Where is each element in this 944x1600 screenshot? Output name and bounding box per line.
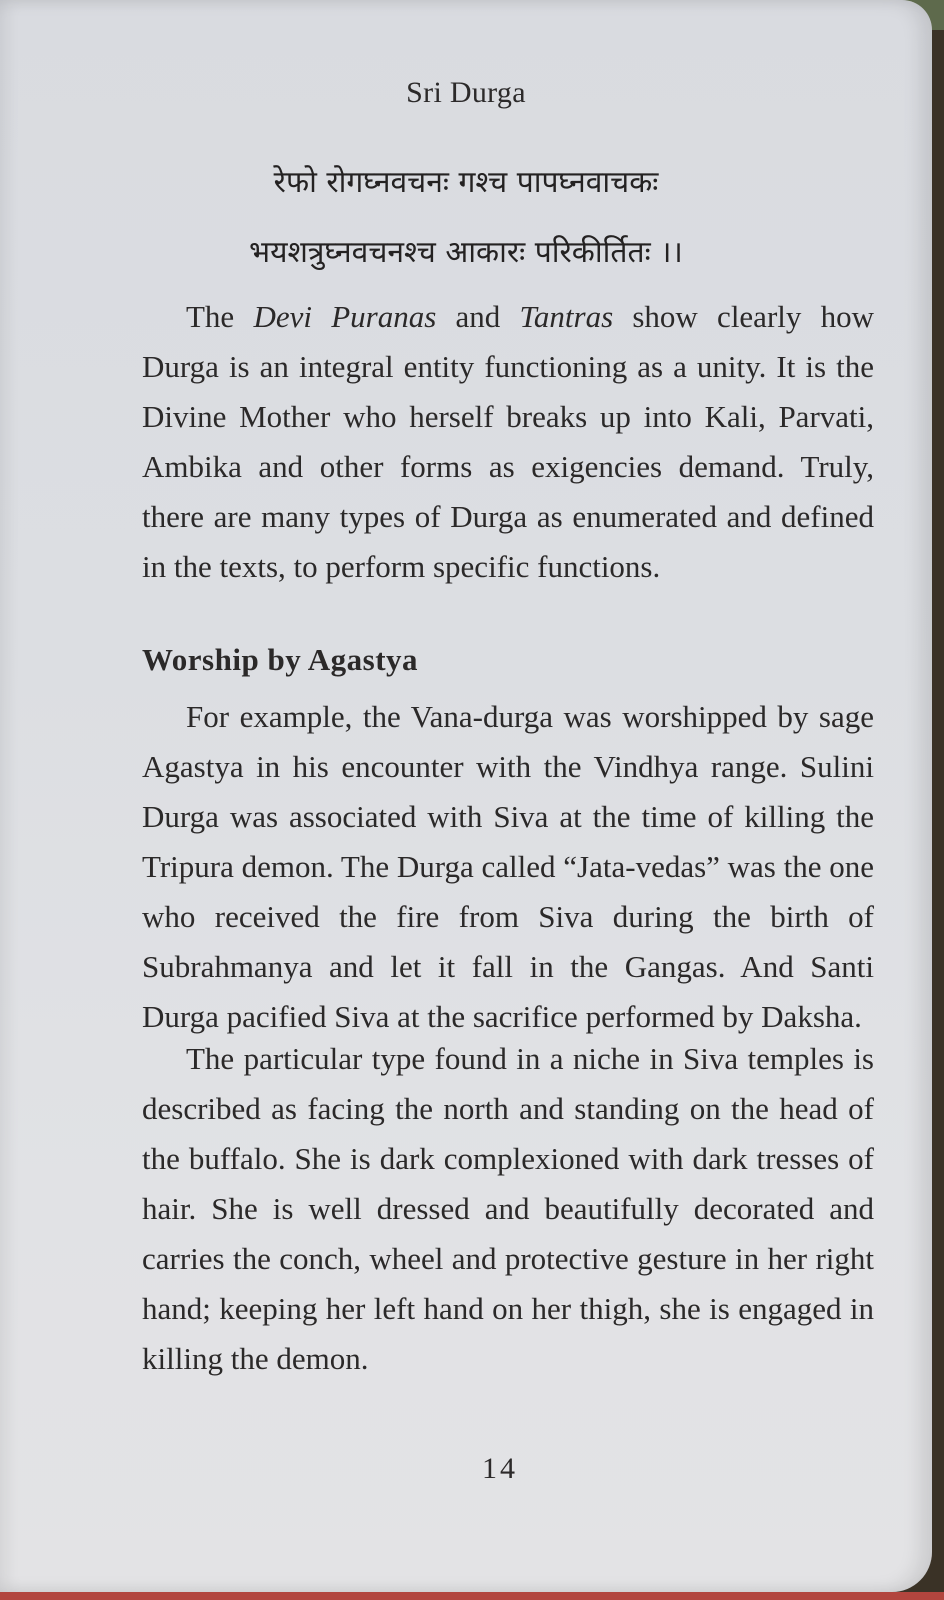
page-edge-red <box>0 1592 944 1600</box>
paragraph1-text-b: and <box>436 299 520 334</box>
paragraph1-text-c: show clearly how Durga is an integral entity functioning as a unity. It is the Divine Mother who herself breaks up into Kali, Parvati, Ambika and other forms as exigencies demand. Truly, there are many types of Durga as enumerated and defined in the texts, to perform specific functions. <box>142 299 875 584</box>
sanskrit-verse-line-1: रेफो रोगघ्नवचनः गश्च पापघ्नवाचकः <box>273 165 659 200</box>
section-heading: Worship by Agastya <box>142 642 419 677</box>
paragraph-devi-puranas <box>142 292 874 592</box>
page-number: 14 <box>482 1452 518 1485</box>
paragraph1-text-a: The <box>186 299 254 334</box>
paragraph2-text: For example, the Vana-durga was worshipped by sage Agastya in his encounter with the Vindhya range. Sulini Durga was associated with Siva at the time of killing the Tripura demon. The Durga called “Jata-vedas” was the one who received the fire from Siva during the birth of Subrahmanya and let it fall in the Gangas. And Santi Durga pacified Siva at the sacrifice performed by Daksha. <box>142 699 874 1034</box>
paragraph1-italic-devi-puranas: Devi Puranas <box>253 299 437 334</box>
running-head: Sri Durga <box>406 76 526 109</box>
paragraph3-text: The particular type found in a niche in Siva temples is described as facing the north and standing on the head of the buffalo. She is dark complexioned with dark tresses of hair. She is well dressed and beautifully decorated and carries the conch, wheel and protective gesture in her right hand; keeping her left hand on her thigh, she is engaged in killing the demon. <box>142 1041 874 1376</box>
paragraph1-italic-tantras: Tantras <box>519 299 614 334</box>
paragraph-vana-durga <box>142 692 874 1042</box>
sanskrit-verse-line-2: भयशत्रुघ्नवचनश्च आकारः परिकीर्तितः ।। <box>249 235 683 270</box>
paragraph-niche-type <box>142 1034 874 1384</box>
